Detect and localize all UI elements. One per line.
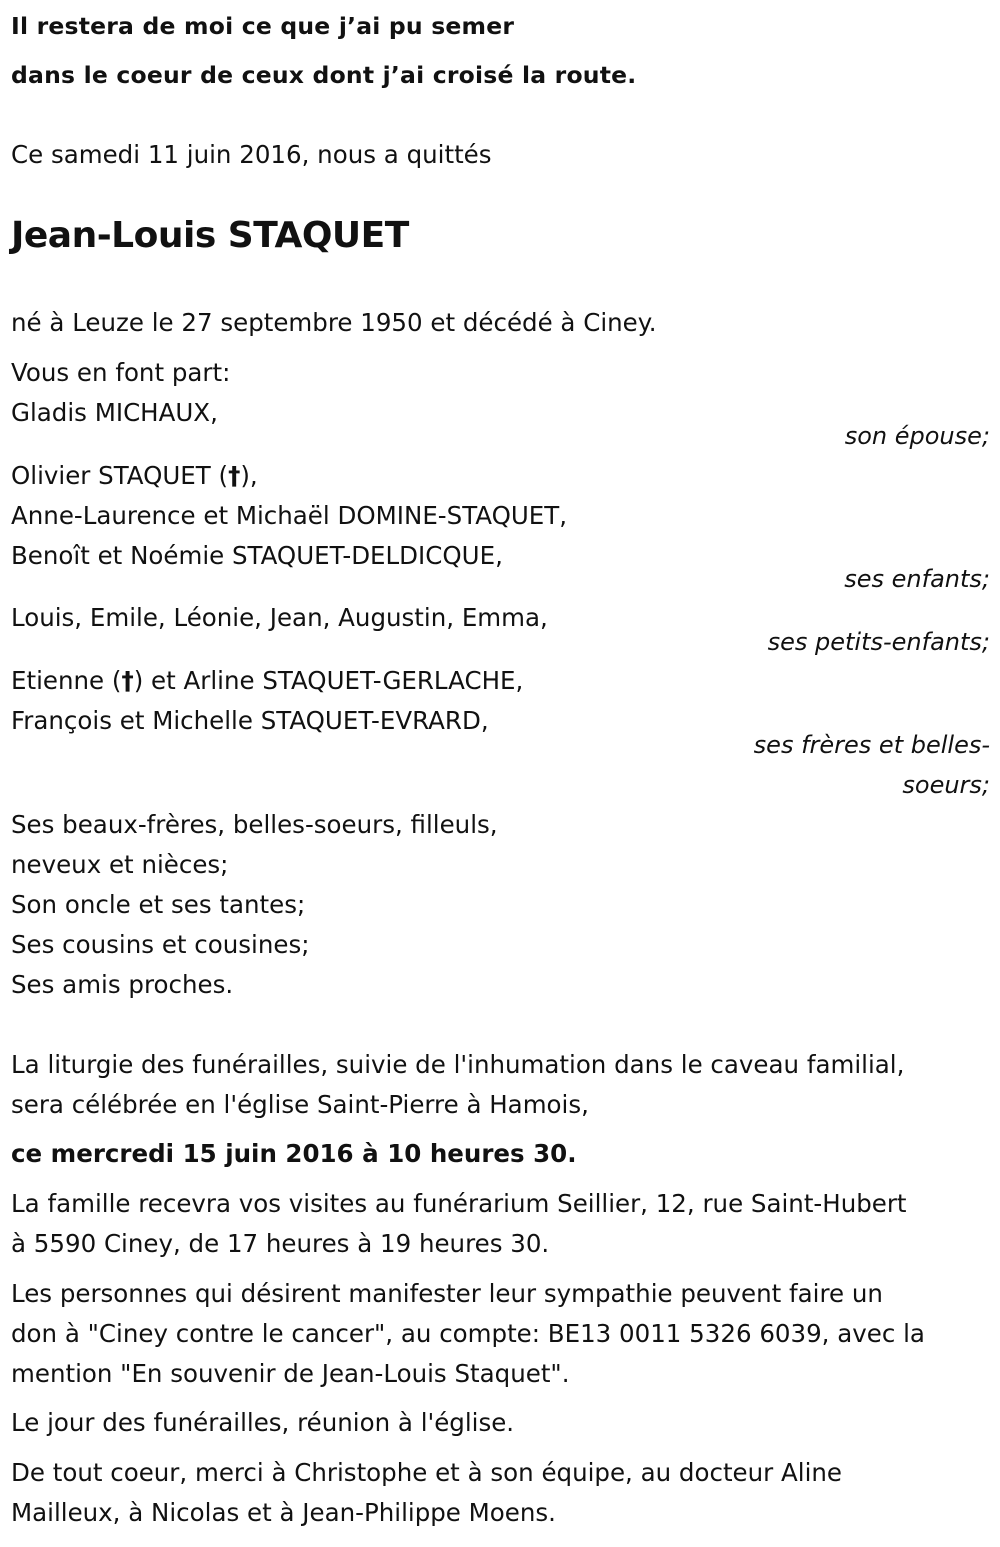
cross-icon: † bbox=[121, 666, 134, 695]
funeral-date-time: ce mercredi 15 juin 2016 à 10 heures 30. bbox=[11, 1139, 577, 1168]
meeting-text: Le jour des funérailles, réunion à l'église. bbox=[11, 1408, 515, 1437]
sibling-line-2: François et Michelle STAQUET-EVRARD, bbox=[11, 706, 489, 735]
other-relatives-line: neveux et nièces; bbox=[11, 850, 229, 879]
visits-line-2: à 5590 Ciney, de 17 heures à 19 heures 30. bbox=[11, 1229, 550, 1258]
deceased-name: Jean-Louis STAQUET bbox=[11, 215, 409, 256]
funeral-line-1: La liturgie des funérailles, suivie de l'inhumation dans le caveau familial, bbox=[11, 1050, 905, 1079]
intro-text: Ce samedi 11 juin 2016, nous a quittés bbox=[11, 140, 492, 169]
sibling-line-1-after: ) et Arline STAQUET-GERLACHE, bbox=[133, 666, 524, 695]
thanks-line-1: De tout coeur, merci à Christophe et à son équipe, au docteur Aline bbox=[11, 1458, 842, 1487]
grandchildren-relation: ses petits-enfants; bbox=[767, 628, 990, 656]
thanks-line-2: Mailleux, à Nicolas et à Jean-Philippe Moens. bbox=[11, 1498, 556, 1527]
other-relatives-line: Son oncle et ses tantes; bbox=[11, 890, 306, 919]
siblings-relation-line-2: soeurs; bbox=[902, 771, 990, 799]
cross-icon: † bbox=[228, 461, 241, 490]
visits-line-1: La famille recevra vos visites au funérarium Seillier, 12, rue Saint-Hubert bbox=[11, 1189, 907, 1218]
child-line-1 bbox=[11, 461, 258, 491]
spouse-relation: son épouse; bbox=[844, 422, 990, 450]
quote-line-2: dans le coeur de ceux dont j’ai croisé la route. bbox=[11, 61, 637, 89]
donation-line-2: don à "Ciney contre le cancer", au compte: BE13 0011 5326 6039, avec la bbox=[11, 1319, 925, 1348]
spouse-name: Gladis MICHAUX, bbox=[11, 398, 218, 427]
sibling-line-1-before: Etienne ( bbox=[11, 666, 122, 695]
child-line-2: Anne-Laurence et Michaël DOMINE-STAQUET, bbox=[11, 501, 568, 530]
funeral-line-2: sera célébrée en l'église Saint-Pierre à Hamois, bbox=[11, 1090, 589, 1119]
grandchildren-names: Louis, Emile, Léonie, Jean, Augustin, Emma, bbox=[11, 603, 548, 632]
other-relatives-line: Ses amis proches. bbox=[11, 970, 234, 999]
child-line-3: Benoît et Noémie STAQUET-DELDICQUE, bbox=[11, 541, 503, 570]
donation-line-3: mention "En souvenir de Jean-Louis Staquet". bbox=[11, 1359, 570, 1388]
children-relation: ses enfants; bbox=[844, 565, 990, 593]
child-line-1-before: Olivier STAQUET ( bbox=[11, 461, 229, 490]
announce-label: Vous en font part: bbox=[11, 358, 231, 387]
birth-death-text: né à Leuze le 27 septembre 1950 et décédé à Ciney. bbox=[11, 308, 657, 337]
siblings-relation-line-1: ses frères et belles- bbox=[753, 731, 990, 759]
other-relatives-line: Ses cousins et cousines; bbox=[11, 930, 310, 959]
quote-line-1: Il restera de moi ce que j’ai pu semer bbox=[11, 12, 515, 40]
sibling-line-1 bbox=[11, 666, 523, 696]
other-relatives-line: Ses beaux-frères, belles-soeurs, filleuls, bbox=[11, 810, 498, 839]
donation-line-1: Les personnes qui désirent manifester leur sympathie peuvent faire un bbox=[11, 1279, 883, 1308]
child-line-1-after: ), bbox=[240, 461, 258, 490]
